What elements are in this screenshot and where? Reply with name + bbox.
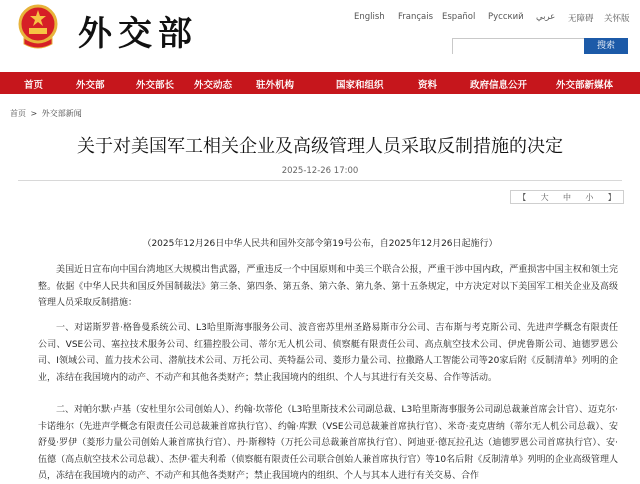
lang-arabic[interactable]: عربي	[536, 12, 556, 22]
article-date: 2025-12-26 17:00	[281, 166, 359, 176]
font-size-large[interactable]: 大	[540, 192, 549, 202]
lang-english[interactable]: English	[354, 12, 385, 22]
nav-countries-organizations[interactable]: 国家和组织	[336, 80, 384, 91]
breadcrumb-current[interactable]: 外交部新闻	[41, 109, 82, 118]
nav-ministry[interactable]: 外交部	[76, 80, 105, 91]
font-size-bracket-close: 】	[607, 192, 616, 202]
article-paragraph: 一、对诺斯罗普·格鲁曼系统公司、L3哈里斯海事服务公司、波音密苏里州圣路易斯市分公司、吉布斯与考克斯公司、先进声学概念有限责任公司、VSE公司、塞拉技术服务公司、红猫控股公司、蒂尔无人机公司、侦察艇有限责任公司、高点航空技术公司、伊虎鲁斯公司、迪德罗恩公司、I领域公司、蓝力技术公司、潜航技术公司、万托公司、英特磊公司、菱形力量公司、拉撒路人工智能公司等20家后附《反制清单》列明的企业，冻结在我国境内的动产、不动产和其他各类财产；禁止我国境内的组织、个人与其进行有关交易、合作等活动。	[38, 323, 618, 383]
care-mode-link[interactable]: 关怀版	[604, 14, 630, 24]
lang-spanish[interactable]: Español	[442, 12, 476, 22]
nav-diplomatic-news[interactable]: 外交动态	[194, 80, 233, 91]
title-divider	[18, 180, 622, 181]
main-nav	[0, 72, 640, 94]
article-subtitle: （2025年12月26日中华人民共和国外交部令第19号公布，自2025年12月26日起施行）	[142, 239, 498, 249]
article-paragraph: 二、对帕尔默·卢基（安杜里尔公司创始人）、约翰·坎蒂伦（L3哈里斯技术公司副总裁、L3哈里斯海事服务公司副总裁兼首席会计官）、迈克尔·卡诺维尔（先进声学概念有限责任公司总裁兼首席执行官）、约翰·库默（VSE公司总裁兼首席执行官）、米奇·麦克唐纳（蒂尔无人机公司总裁）、安舒曼·罗伊（菱形力量公司创始人兼首席执行官）、丹·斯穆特（万托公司总裁兼首席执行官）、阿迪亚·德瓦拉孔达（迪德罗恩公司首席执行官）、安·伍德（高点航空技术公司总裁）、杰伊·霍夫利希（侦察艇有限责任公司联合创始人兼首席执行官）等10名后附《反制清单》列明的企业高级管理人员，冻结在我国境内的动产、不动产和其他各类财产；禁止我国境内的组织、个人与其本人进行有关交易、合作	[38, 405, 618, 481]
national-emblem-icon[interactable]	[18, 4, 58, 50]
article-title: 关于对美国军工相关企业及高级管理人员采取反制措施的决定	[77, 136, 563, 157]
search-box	[452, 38, 628, 54]
font-size-selector	[510, 190, 624, 204]
nav-home[interactable]: 首页	[24, 80, 44, 91]
nav-new-media[interactable]: 外交部新媒体	[556, 80, 614, 91]
font-size-medium[interactable]: 中	[562, 192, 571, 202]
font-size-small[interactable]: 小	[585, 192, 594, 202]
accessibility-link[interactable]: 无障碍	[568, 14, 594, 24]
search-input[interactable]	[453, 44, 585, 58]
lang-russian[interactable]: Русский	[488, 12, 524, 22]
font-size-bracket-open: 【	[518, 192, 527, 202]
breadcrumb-home[interactable]: 首页	[10, 109, 26, 118]
ministry-logo-text[interactable]: 外交部	[78, 14, 198, 54]
nav-minister[interactable]: 外交部长	[136, 80, 175, 91]
breadcrumb	[10, 108, 84, 119]
breadcrumb-separator: >	[30, 109, 38, 118]
lang-french[interactable]: Français	[398, 12, 434, 22]
nav-materials[interactable]: 资料	[418, 80, 438, 91]
nav-government-info[interactable]: 政府信息公开	[470, 80, 528, 91]
site-header	[0, 0, 640, 70]
nav-missions-abroad[interactable]: 驻外机构	[256, 80, 295, 91]
article-paragraph: 美国近日宣布向中国台湾地区大规模出售武器，严重违反一个中国原则和中美三个联合公报，严重干涉中国内政，严重损害中国主权和领土完整。依据《中华人民共和国反外国制裁法》第三条、第四条、第五条、第六条、第九条、第十五条规定，中方决定对以下美国军工相关企业及高级管理人员采取反制措施：	[38, 265, 618, 308]
search-button[interactable]: 搜索	[584, 38, 628, 54]
